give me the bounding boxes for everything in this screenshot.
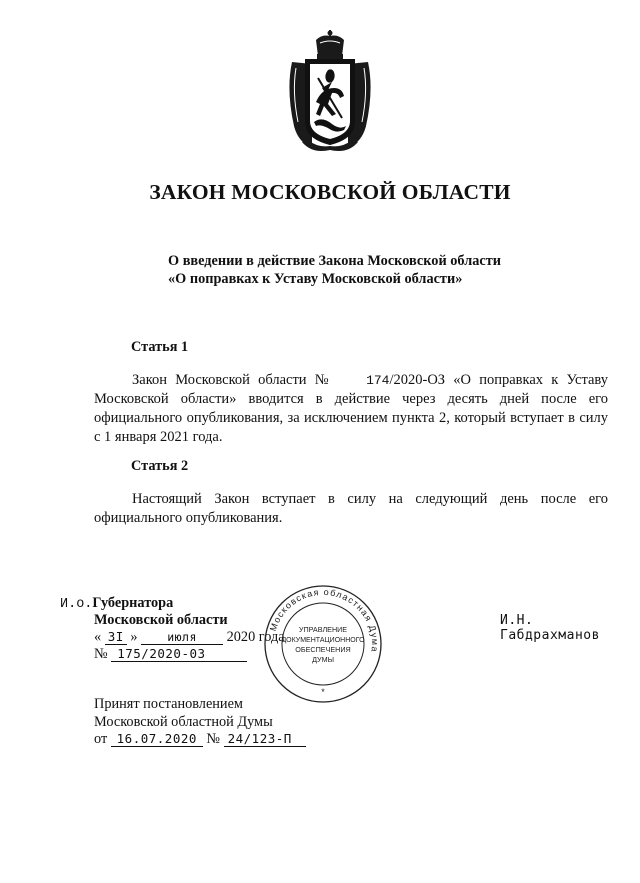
signature-position-line-2: Московской области bbox=[94, 612, 228, 628]
date-open-quote: « bbox=[94, 629, 102, 645]
subtitle-line-1: О введении в действие Закона Московской области bbox=[168, 253, 501, 269]
adoption-line-1: Принят постановлением bbox=[94, 696, 243, 712]
article-2-heading: Статья 2 bbox=[131, 458, 189, 474]
signatory-name: И.Н. Габдрахманов bbox=[500, 613, 600, 643]
stamp-line-1: УПРАВЛЕНИЕ bbox=[298, 625, 348, 634]
law-number: 174 bbox=[366, 373, 390, 388]
article-2-paragraph: Настоящий Закон вступает в силу на следующий день после его официального опубликования. bbox=[94, 491, 608, 526]
document-title: ЗАКОН МОСКОВСКОЙ ОБЛАСТИ bbox=[149, 180, 511, 204]
signature-number-label: № bbox=[94, 646, 108, 662]
stamp-line-3: ОБЕСПЕЧЕНИЯ bbox=[295, 645, 351, 654]
article-1-text-rest: /2020-ОЗ «О поправках к Уставу Московской области» вводится в действие через десять дней после его официального опубликования, за исключением пункта 2, который вступает в силу с 1 января 2021 года. bbox=[94, 372, 608, 445]
subtitle-line-2: «О поправках к Уставу Московской области» bbox=[168, 271, 463, 287]
stamp-line-4: ДУМЫ bbox=[312, 655, 334, 664]
adoption-date: 16.07.2020 bbox=[111, 731, 203, 747]
document-subtitle bbox=[168, 252, 501, 288]
adoption-number: 24/123-П bbox=[224, 731, 306, 747]
article-1-text bbox=[94, 371, 608, 447]
adoption-line-2: Московской областной Думы bbox=[94, 714, 273, 730]
shield-icon bbox=[306, 60, 354, 144]
stamp-star-icon: * bbox=[321, 687, 325, 697]
signature-date-row bbox=[94, 629, 285, 646]
article-1-heading: Статья 1 bbox=[131, 339, 189, 355]
stamp-ring-text: Московская областная Дума bbox=[267, 586, 381, 654]
date-day: 3I bbox=[105, 629, 127, 645]
adoption-number-label: № bbox=[206, 731, 221, 747]
article-2-text bbox=[94, 490, 608, 528]
date-close-quote: » bbox=[130, 629, 138, 645]
signature-number-row bbox=[94, 646, 247, 663]
stamp-line-2: ДОКУМЕНТАЦИОННОГО bbox=[281, 637, 365, 644]
official-stamp bbox=[262, 583, 384, 705]
position-title: Губернатора bbox=[92, 595, 174, 611]
acting-prefix: И.о. bbox=[60, 597, 93, 612]
crown-icon bbox=[316, 30, 344, 59]
coat-of-arms-emblem bbox=[282, 30, 378, 156]
adoption-date-row bbox=[94, 731, 306, 748]
adoption-from-label: от bbox=[94, 731, 108, 747]
date-month: июля bbox=[141, 630, 223, 645]
signature-position-line-1 bbox=[60, 595, 173, 612]
date-year: 2020 года bbox=[226, 629, 285, 645]
signature-number-value: 175/2020-03 bbox=[111, 646, 247, 662]
article-1-text-start: Закон Московской области № bbox=[132, 372, 334, 388]
